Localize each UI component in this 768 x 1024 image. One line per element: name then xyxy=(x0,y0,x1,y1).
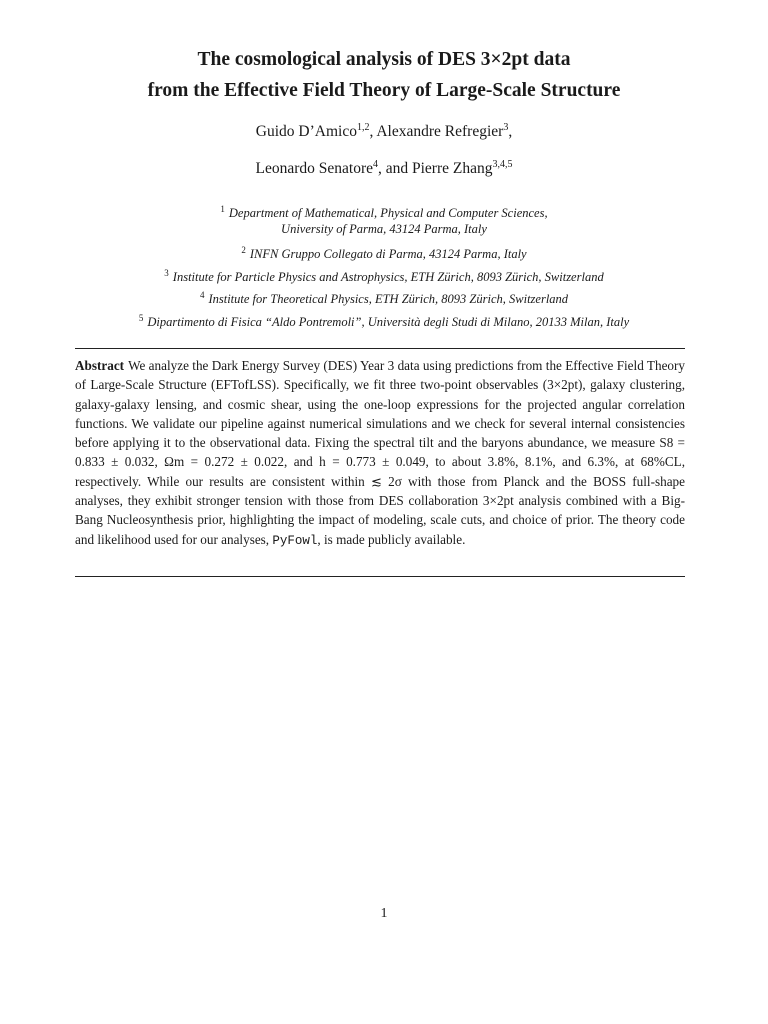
code-name: PyFowl xyxy=(272,533,318,548)
affiliation-4 xyxy=(0,291,768,307)
affiliation-text: Institute for Particle Physics and Astrophysics, ETH Zürich, 8093 Zürich, Switzerland xyxy=(172,270,604,284)
title-line-1: The cosmological analysis of DES 3×2pt data xyxy=(197,49,571,70)
affiliation-3 xyxy=(0,269,768,285)
affiliation-5 xyxy=(0,314,768,330)
author-name: , and Pierre Zhang xyxy=(378,160,493,177)
affiliation-text: INFN Gruppo Collegato di Parma, 43124 Parma, Italy xyxy=(249,247,527,261)
author-line-1 xyxy=(0,123,768,141)
affiliation-text: Department of Mathematical, Physical and Computer Sciences, xyxy=(228,206,548,220)
author-name: , Alexandre Refregier xyxy=(369,123,504,140)
abstract-text: We analyze the Dark Energy Survey (DES) Year 3 data using predictions from the Effective Field Theory of Large-Scale Structure (EFTofLSS). Specifically, we fit three two-point observables (3×2pt), galaxy clustering, galaxy-galaxy lensing, and cosmic shear, using the one-loop expressions for the projected angular correlation functions. We validate our pipeline against numerical simulations and we check for several internal consistencies before applying it to the observational data. Fixing the spectral tilt and the baryons abundance, we measure S8 = 0.833 ± 0.032, Ωm = 0.272 ± 0.022, and h = 0.773 ± 0.049, to about 3.8%, 8.1%, and 6.3%, at 68%CL, respectively. While our results are consistent within ≲ 2σ with those from Planck and the BOSS full-shape analyses, they exhibit stronger tension with those from DES collaboration 3×2pt analysis combined with a Big-Bang Nucleosynthesis prior, highlighting the impact of modeling, scale cuts, and choice of prior. The theory code and likelihood used for our analyses, xyxy=(75,358,685,547)
affiliation-number: 2 xyxy=(241,244,246,255)
affiliation-text: Dipartimento di Fisica “Aldo Pontremoli”, Università degli Studi di Milano, 20133 Milan, Italy xyxy=(147,315,630,329)
author-affiliation-marker: 4 xyxy=(373,158,378,170)
affiliation-text: Institute for Theoretical Physics, ETH Zürich, 8093 Zürich, Switzerland xyxy=(208,292,569,306)
author-line-2 xyxy=(0,160,768,178)
affiliation-2 xyxy=(0,246,768,262)
author-affiliation-marker: 1,2 xyxy=(356,121,370,133)
author-name: Leonardo Senatore xyxy=(255,160,373,177)
affiliation-number: 4 xyxy=(199,289,205,300)
abstract-label: Abstract xyxy=(75,358,125,373)
paper-title xyxy=(0,44,768,106)
affiliation-number: 1 xyxy=(220,203,225,214)
abstract-bottom-rule xyxy=(75,576,685,577)
affiliation-number: 3 xyxy=(164,267,169,278)
page-number: 1 xyxy=(380,906,388,921)
abstract-text-end: , is made publicly available. xyxy=(317,531,466,547)
author-separator: , xyxy=(508,123,513,140)
abstract xyxy=(75,356,685,551)
affiliation-1 xyxy=(0,205,768,237)
title-line-2: from the Effective Field Theory of Large-Scale Structure xyxy=(147,80,621,101)
author-name: Guido D’Amico xyxy=(255,123,357,140)
abstract-top-rule xyxy=(75,348,685,349)
author-affiliation-marker: 3,4,5 xyxy=(492,158,513,170)
affiliation-text: University of Parma, 43124 Parma, Italy xyxy=(281,222,487,236)
author-affiliation-marker: 3 xyxy=(503,121,509,133)
affiliation-number: 5 xyxy=(138,312,144,323)
